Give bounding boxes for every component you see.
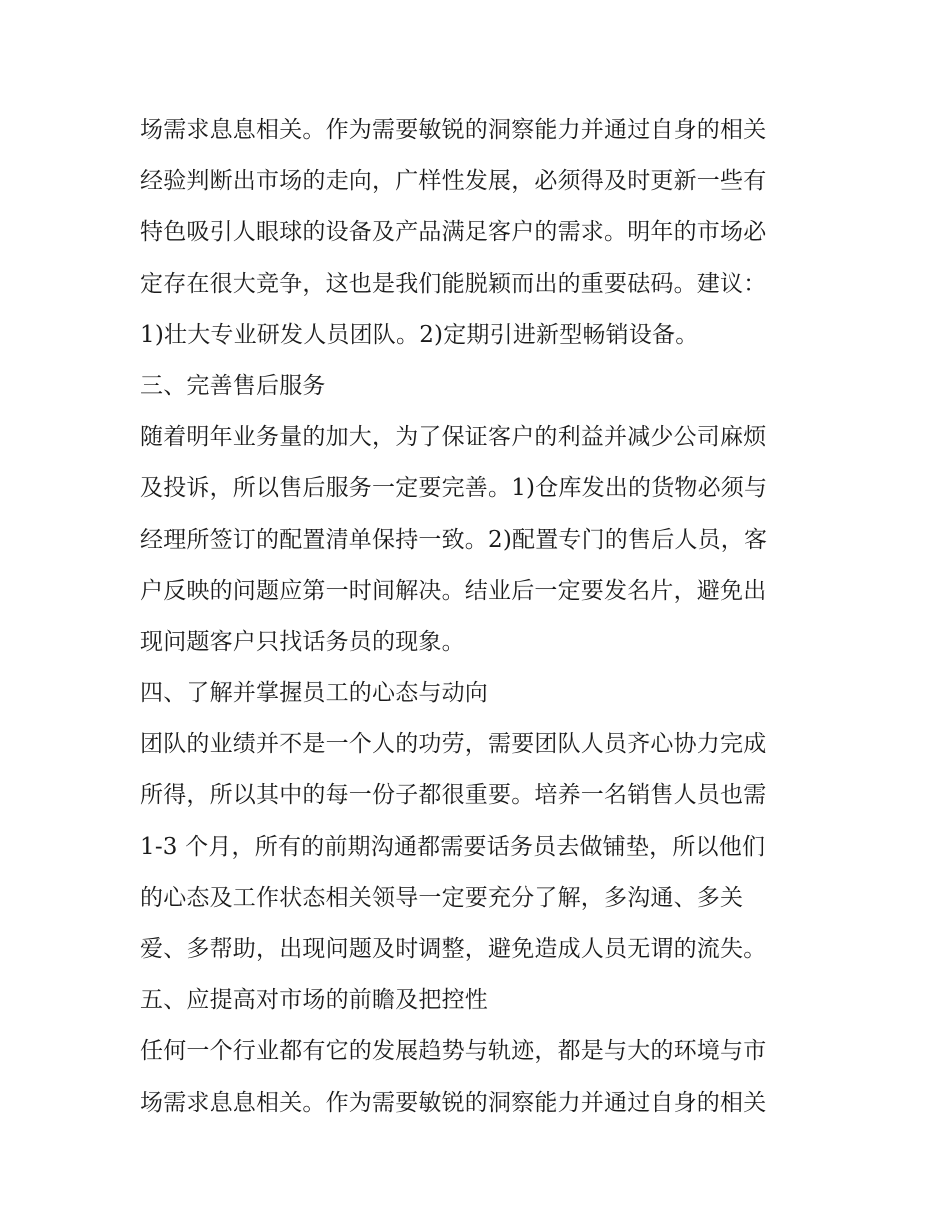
text-line: 现问题客户只找话务员的现象。 <box>140 628 465 655</box>
text-line: 1)壮大专业研发人员团队。2)定期引进新型畅销设备。 <box>140 321 699 348</box>
text-line: 经验判断出市场的走向，广样性发展，必须得及时更新一些有 <box>140 168 767 195</box>
text-line: 户反映的问题应第一时间解决。结业后一定要发名片，避免出 <box>140 577 767 604</box>
text-line: 团队的业绩并不是一个人的功劳，需要团队人员齐心协力完成 <box>140 731 767 758</box>
section-heading: 四、了解并掌握员工的心态与动向 <box>140 680 488 707</box>
text-line: 场需求息息相关。作为需要敏锐的洞察能力并通过自身的相关 <box>140 1089 767 1116</box>
text-line: 任何一个行业都有它的发展趋势与轨迹，都是与大的环境与市 <box>140 1038 767 1065</box>
text-line: 所得，所以其中的每一份子都很重要。培养一名销售人员也需 <box>140 782 767 809</box>
text-line: 定存在很大竞争，这也是我们能脱颖而出的重要砝码。建议： <box>140 270 767 297</box>
text-line: 爱、多帮助，出现问题及时调整，避免造成人员无谓的流失。 <box>140 936 767 962</box>
text-line: 1-3 个月，所有的前期沟通都需要话务员去做铺垫，所以他们 <box>140 833 766 860</box>
document-body <box>140 105 830 1129</box>
section-heading: 三、完善售后服务 <box>140 372 326 399</box>
section-heading: 五、应提高对市场的前瞻及把控性 <box>140 987 488 1014</box>
text-line: 特色吸引人眼球的设备及产品满足客户的需求。明年的市场必 <box>140 219 767 246</box>
text-line: 经理所签订的配置清单保持一致。2)配置专门的售后人员，客 <box>140 526 768 553</box>
text-line: 的心态及工作状态相关领导一定要充分了解，多沟通、多关 <box>140 884 744 911</box>
text-line: 及投诉，所以售后服务一定要完善。1)仓库发出的货物必须与 <box>140 475 768 502</box>
text-line: 随着明年业务量的加大，为了保证客户的利益并减少公司麻烦 <box>140 424 767 451</box>
text-line: 场需求息息相关。作为需要敏锐的洞察能力并通过自身的相关 <box>140 117 767 143</box>
